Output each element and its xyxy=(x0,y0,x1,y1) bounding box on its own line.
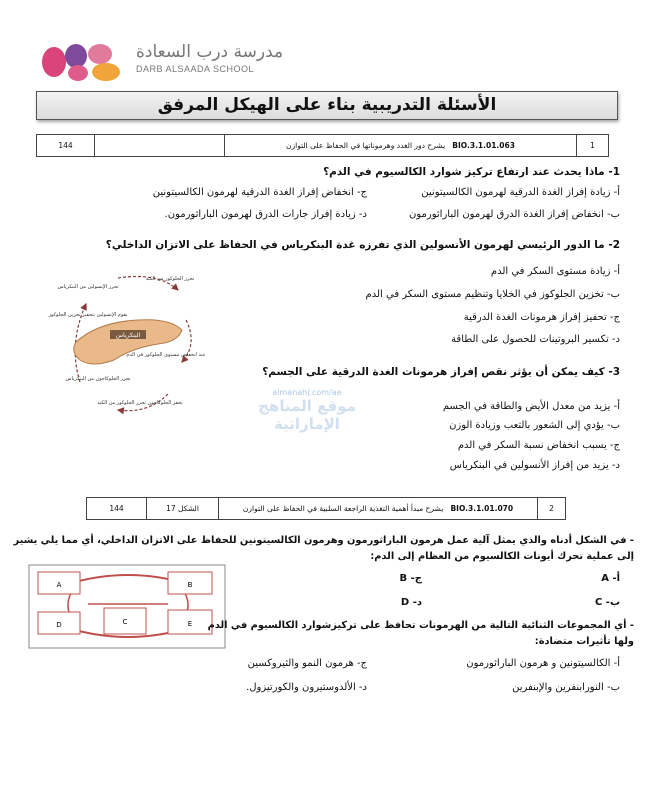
diagram-box-e: E xyxy=(187,620,193,628)
pancreas-label-top-right: تحرر الجلوكوز من الكبد xyxy=(145,276,195,282)
reference-table-1 xyxy=(36,134,609,157)
ref-description xyxy=(225,135,577,157)
watermark xyxy=(232,388,382,433)
question-5-option-d[interactable]: د- الألدوستيرون والكورتيزول. xyxy=(246,682,367,693)
school-logo xyxy=(40,42,284,82)
ref-description-text: يشرح دور الغدد وهرموناتها في الحفاظ على التوازن xyxy=(286,141,446,150)
question-3-option-c[interactable]: ج- يسبب انخفاض نسبة السكر في الدم xyxy=(457,440,620,451)
question-5-line-2: ولها تأثيرات متضادة: xyxy=(534,636,634,647)
watermark-url: almanahj.com/ae xyxy=(272,388,342,397)
ref-code: BIO.3.1.01.070 xyxy=(450,504,514,513)
pancreas-cycle-diagram xyxy=(48,264,208,422)
pancreas-label: البنكرياس xyxy=(115,332,141,339)
question-4-option-b[interactable]: ب- C xyxy=(594,597,620,608)
question-3-option-d[interactable]: د- يزيد من إفراز الأنسولين في البنكرياس xyxy=(449,460,620,471)
question-2-option-d[interactable]: د- تكسير البروتينات للحصول على الطاقة xyxy=(451,334,620,345)
page-title: الأسئلة التدريبية بناء على الهيكل المرفق xyxy=(157,95,497,115)
question-4-option-a[interactable]: أ- A xyxy=(601,573,620,584)
school-logo-icon xyxy=(40,42,132,82)
question-3-option-b[interactable]: ب- يؤدي إلى الشعور بالتعب وزيادة الوزن xyxy=(449,420,620,431)
ref-description xyxy=(219,498,538,520)
ref-number: 1 xyxy=(577,135,609,157)
question-1-text: 1- ماذا يحدث عند ارتفاع تركيز شوارد الكالسيوم في الدم؟ xyxy=(323,166,620,178)
question-4-line-2: إلى عملية تحرك أيونات الكالسيوم من العظام إلى الدم: xyxy=(370,551,634,562)
calcium-regulation-diagram xyxy=(28,564,226,649)
question-5-option-a[interactable]: أ- الكالسيتونين و هرمون الباراثورمون xyxy=(466,658,620,669)
ref-number: 2 xyxy=(538,498,566,520)
diagram-box-b: B xyxy=(187,581,193,589)
ref-description-text: يشرح مبدأ أهمية التغذية الراجعة السلبية في الحفاظ على التوازن xyxy=(242,504,444,513)
pancreas-label-bottom: يحفز الجلوكاجون تحرر الجلوكوز من الكبد xyxy=(97,400,183,406)
reference-table-2 xyxy=(86,497,566,520)
ref-code: BIO.3.1.01.063 xyxy=(452,141,515,150)
pancreas-figure xyxy=(48,264,208,422)
question-2-text: 2- ما الدور الرئيسي لهرمون الأنسولين الذي تفرزه غدة البنكرياس في الحفاظ على الاتزان الداخلي؟ xyxy=(105,239,620,251)
pancreas-label-bottom-left: تحرر الجلوكاجون من البنكرياس xyxy=(65,376,131,382)
question-1-option-a[interactable]: أ- زيادة إفراز الغدة الدرقية لهرمون الكالسيتونين xyxy=(421,187,620,198)
pancreas-label-mid-left: يقوم الإنسولين بتحفيز تخزين الجلوكوز xyxy=(48,312,128,318)
ref-figure: الشكل 17 xyxy=(147,498,219,520)
diagram-box-c: C xyxy=(122,618,128,626)
question-4-line-1: - في الشكل أدناه والذي يمثل آلية عمل هرمون الباراثورمون وهرمون الكالسيتونين للحفاظ على الاتزان الداخلي، أي مما يلي يشير xyxy=(13,535,634,546)
question-2-option-b[interactable]: ب- تخزين الجلوكوز في الخلايا وتنظيم مستوى السكر في الدم xyxy=(365,289,620,300)
diagram-box-d: D xyxy=(56,621,62,629)
calcium-diagram-svg xyxy=(28,564,226,649)
pancreas-label-under: عند انخفاض مستوى الجلوكوز في الدم xyxy=(126,352,206,358)
question-4-option-c[interactable]: ج- B xyxy=(399,573,422,584)
title-banner xyxy=(36,91,618,120)
question-4-option-d[interactable]: د- D xyxy=(400,597,422,608)
question-5-option-c[interactable]: ج- هرمون النمو والثيروكسين xyxy=(247,658,367,669)
question-2-option-c[interactable]: ج- تحفيز إفراز هرمونات الغدة الدرقية xyxy=(463,312,620,323)
question-1-option-c[interactable]: ج- انخفاض إفراز الغدة الدرقية لهرمون الكالسيتونين xyxy=(152,187,367,198)
watermark-text: موقع المناهج الإماراتية xyxy=(258,397,356,433)
question-3-text: 3- كيف يمكن أن يؤثر نقص إفراز هرمونات الغدة الدرقية على الجسم؟ xyxy=(262,366,620,378)
ref-empty-cell xyxy=(95,135,225,157)
school-name-ar: مدرسة درب السعادة xyxy=(136,42,284,62)
ref-page: 144 xyxy=(37,135,95,157)
question-5-option-b[interactable]: ب- النورابنفرين والإبنفرين xyxy=(512,682,620,693)
pancreas-label-top-left: تحرر الإنسولين من البنكرياس xyxy=(57,284,119,290)
question-1-option-b[interactable]: ب- انخفاض إفراز الغدة الدرق لهرمون الباراثورمون xyxy=(409,209,620,220)
question-2-option-a[interactable]: أ- زيادة مستوى السكر في الدم xyxy=(490,266,620,277)
diagram-box-a: A xyxy=(56,581,62,589)
question-5-line-1: - أي المجموعات الثنائية التالية من الهرمونات تحافظ على تركيزشوارد الكالسيوم في الدم xyxy=(207,620,634,631)
school-name-en: DARB ALSAADA SCHOOL xyxy=(136,64,255,74)
question-1-option-d[interactable]: د- زيادة إفراز جارات الدرق لهرمون الباراثورمون. xyxy=(164,209,367,220)
question-3-option-a[interactable]: أ- يزيد من معدل الأيض والطاقة في الجسم xyxy=(442,401,620,412)
ref-page: 144 xyxy=(87,498,147,520)
